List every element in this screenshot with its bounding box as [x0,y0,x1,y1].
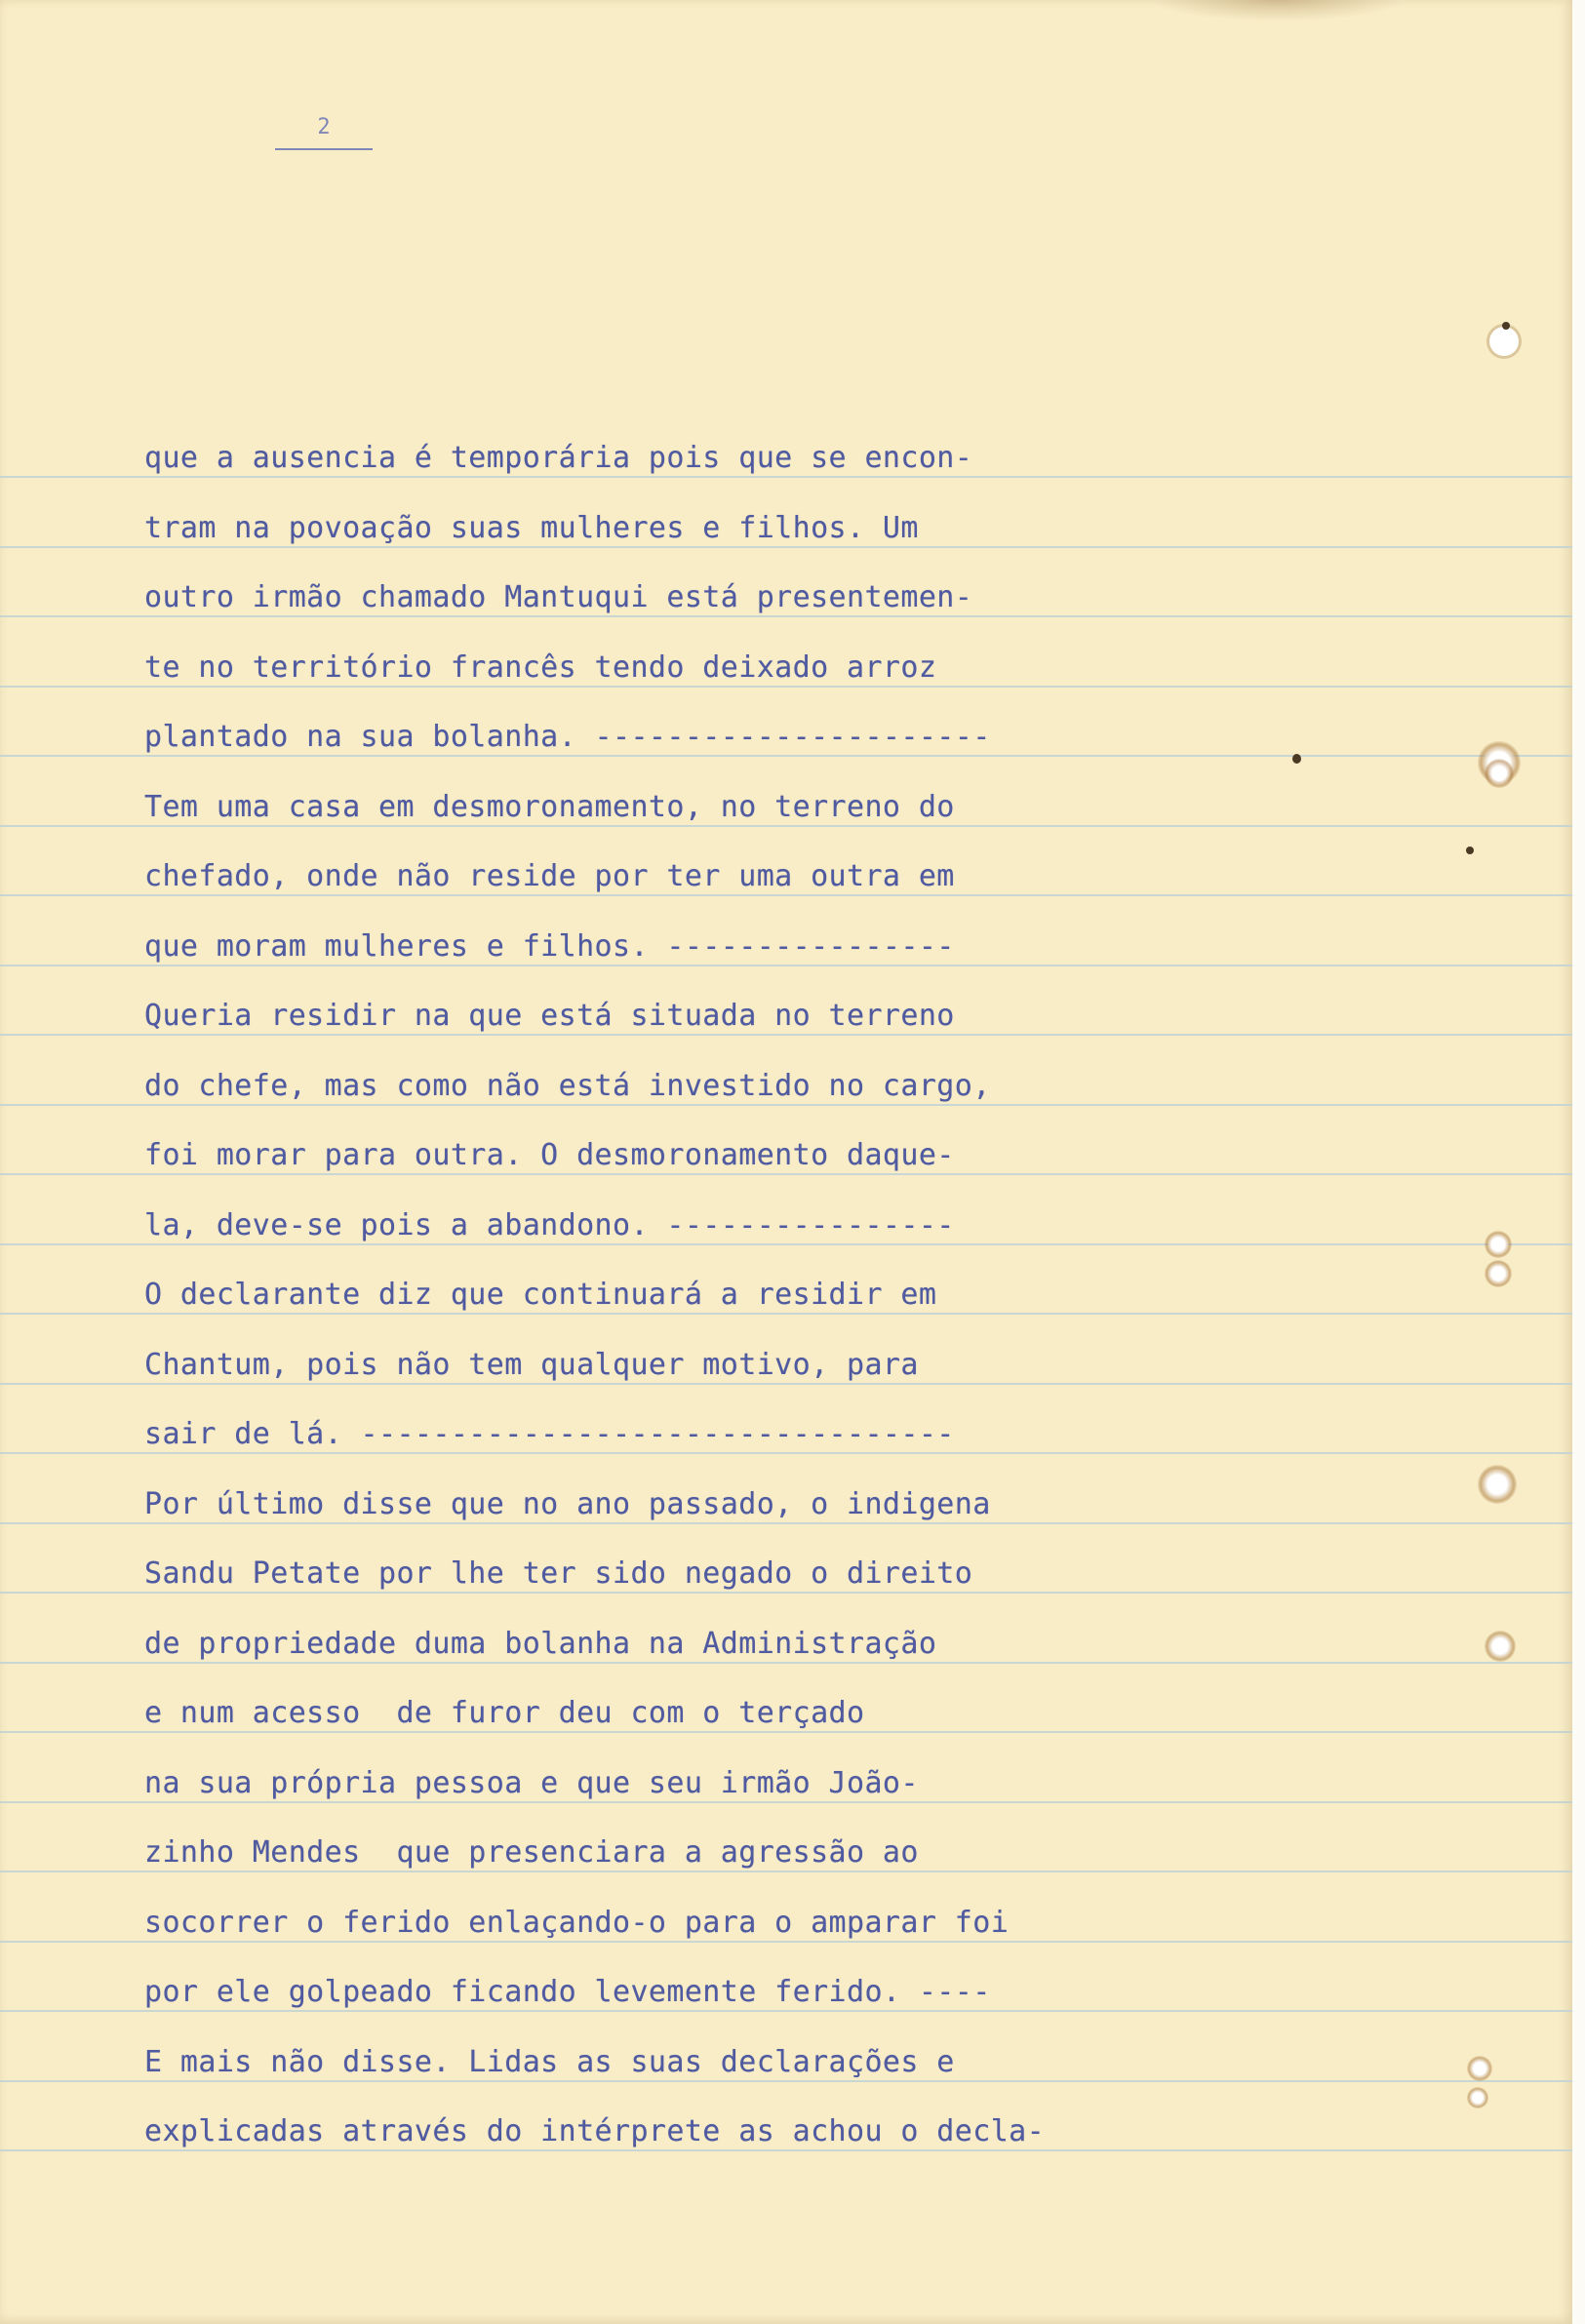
ruled-line [0,1731,1572,1733]
ruled-line [0,1313,1572,1315]
ruled-line [0,1592,1572,1594]
punch-hole-stain [1478,1465,1517,1504]
text-line: que a ausencia é temporária pois que se encon- [144,441,973,475]
text-line: zinho Mendes que presenciara a agressão ao [144,1835,919,1870]
text-line: Sandu Petate por lhe ter sido negado o direito [144,1556,973,1591]
text-line: Tem uma casa em desmoronamento, no terreno do [144,790,955,824]
text-line: na sua própria pessoa e que seu irmão João- [144,1766,919,1800]
ink-spot [1466,847,1474,854]
text-line: tram na povoação suas mulheres e filhos. Um [144,511,919,545]
ruled-line [0,1662,1572,1664]
text-line: plantado na sua bolanha. ---------------------- [144,720,991,754]
ruled-line [0,1104,1572,1106]
ruled-line [0,686,1572,688]
ink-spot [1502,322,1510,330]
text-line: Por último disse que no ano passado, o indigena [144,1487,991,1521]
text-line: por ele golpeado ficando levemente ferido. ---- [144,1975,991,2009]
ruled-line [0,755,1572,757]
text-line: do chefe, mas como não está investido no cargo, [144,1069,991,1103]
ruled-line [0,1941,1572,1943]
ruled-line [0,1801,1572,1803]
punch-hole [1489,327,1519,356]
ruled-line [0,476,1572,478]
text-line: Chantum, pois não tem qualquer motivo, para [144,1348,919,1382]
text-line: foi morar para outra. O desmoronamento daque- [144,1138,955,1172]
torn-edge [1151,0,1405,21]
ruled-line [0,2080,1572,2082]
ruled-line [0,1243,1572,1245]
ruled-line [0,2010,1572,2012]
text-line: chefado, onde não reside por ter uma outra em [144,859,955,893]
punch-hole-stain [1485,1631,1516,1662]
ruled-line [0,825,1572,827]
text-line: la, deve-se pois a abandono. ---------------- [144,1208,955,1242]
punch-hole-stain [1467,2087,1488,2108]
punch-hole-stain [1485,1231,1512,1258]
scan-margin [1572,0,1585,2324]
ruled-line [0,965,1572,966]
ruled-line [0,1871,1572,1872]
text-line: explicadas através do intérprete as achou o decla- [144,2114,1046,2148]
text-line: E mais não disse. Lidas as suas declarações e [144,2045,955,2079]
text-line: te no território francês tendo deixado arroz [144,650,937,685]
text-line: O declarante diz que continuará a residir em [144,1278,937,1312]
ruled-line [0,1173,1572,1175]
ink-spot [1292,754,1301,764]
ruled-line [0,2149,1572,2151]
ruled-line [0,894,1572,896]
text-line: socorrer o ferido enlaçando-o para o amparar foi [144,1906,1010,1940]
ruled-line [0,1522,1572,1524]
text-line: que moram mulheres e filhos. ---------------- [144,929,955,964]
punch-hole-stain [1485,1260,1512,1287]
ruled-line [0,1383,1572,1385]
text-line: sair de lá. --------------------------------- [144,1417,955,1451]
ruled-line [0,1034,1572,1036]
punch-hole-stain [1467,2056,1492,2081]
text-line: e num acesso de furor deu com o terçado [144,1696,865,1730]
text-line: de propriedade duma bolanha na Administração [144,1627,937,1661]
page-number: 2 [275,109,373,150]
ruled-line [0,1452,1572,1454]
ruled-line [0,546,1572,548]
punch-hole-stain [1485,759,1514,788]
ruled-line [0,615,1572,617]
text-line: Queria residir na que está situada no terreno [144,999,955,1033]
text-line: outro irmão chamado Mantuqui está presentemen- [144,580,973,614]
